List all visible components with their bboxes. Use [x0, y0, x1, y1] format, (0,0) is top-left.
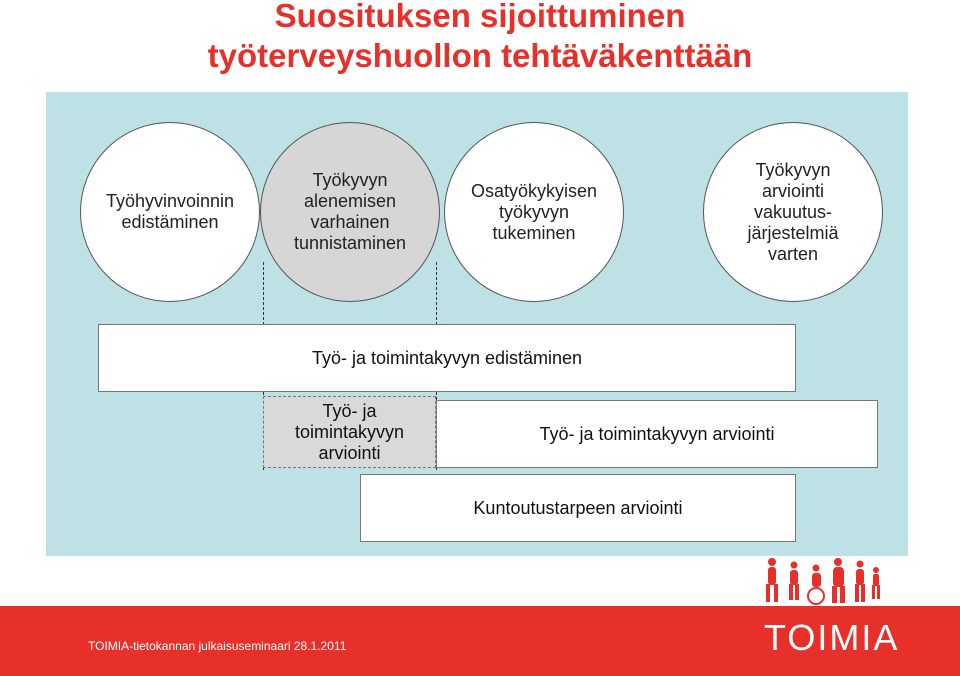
box-capacity-assessment: [436, 400, 878, 468]
box-rehab-need-assessment: [360, 474, 796, 542]
toimia-logo: TOIMIA: [764, 617, 900, 658]
people-figures-icon: [760, 556, 884, 606]
circle-partial-capacity-support: [444, 122, 624, 302]
box-capacity-promotion: [98, 324, 796, 392]
circle-early-detection: [260, 122, 440, 302]
title-line-1: Suosituksen sijoittuminen: [274, 0, 686, 34]
title-line-2: työterveyshuollon tehtäväkenttään: [207, 37, 753, 74]
box-capacity-assessment-highlight: [263, 396, 436, 468]
box-label: Työ- ja toimintakyvyn edistäminen: [311, 347, 583, 368]
box-label: Työ- ja toimintakyvyn arviointi: [294, 400, 405, 463]
footer-text: TOIMIA-tietokannan julkaisuseminaari 28.1.2011: [88, 639, 347, 653]
box-label: Kuntoutustarpeen arviointi: [473, 497, 683, 518]
circle-label: Työkyvyn alenemisen varhainen tunnistaminen: [293, 170, 407, 253]
circle-insurance-assessment: [703, 122, 883, 302]
circle-label: Työkyvyn arviointi vakuutus- järjestelmiä varten: [747, 159, 839, 264]
circle-label: Työhyvinvoinnin edistäminen: [105, 191, 235, 232]
circle-label: Osatyökykyisen työkyvyn tukeminen: [470, 180, 598, 243]
box-label: Työ- ja toimintakyvyn arviointi: [539, 423, 775, 444]
circle-work-wellbeing: [80, 122, 260, 302]
